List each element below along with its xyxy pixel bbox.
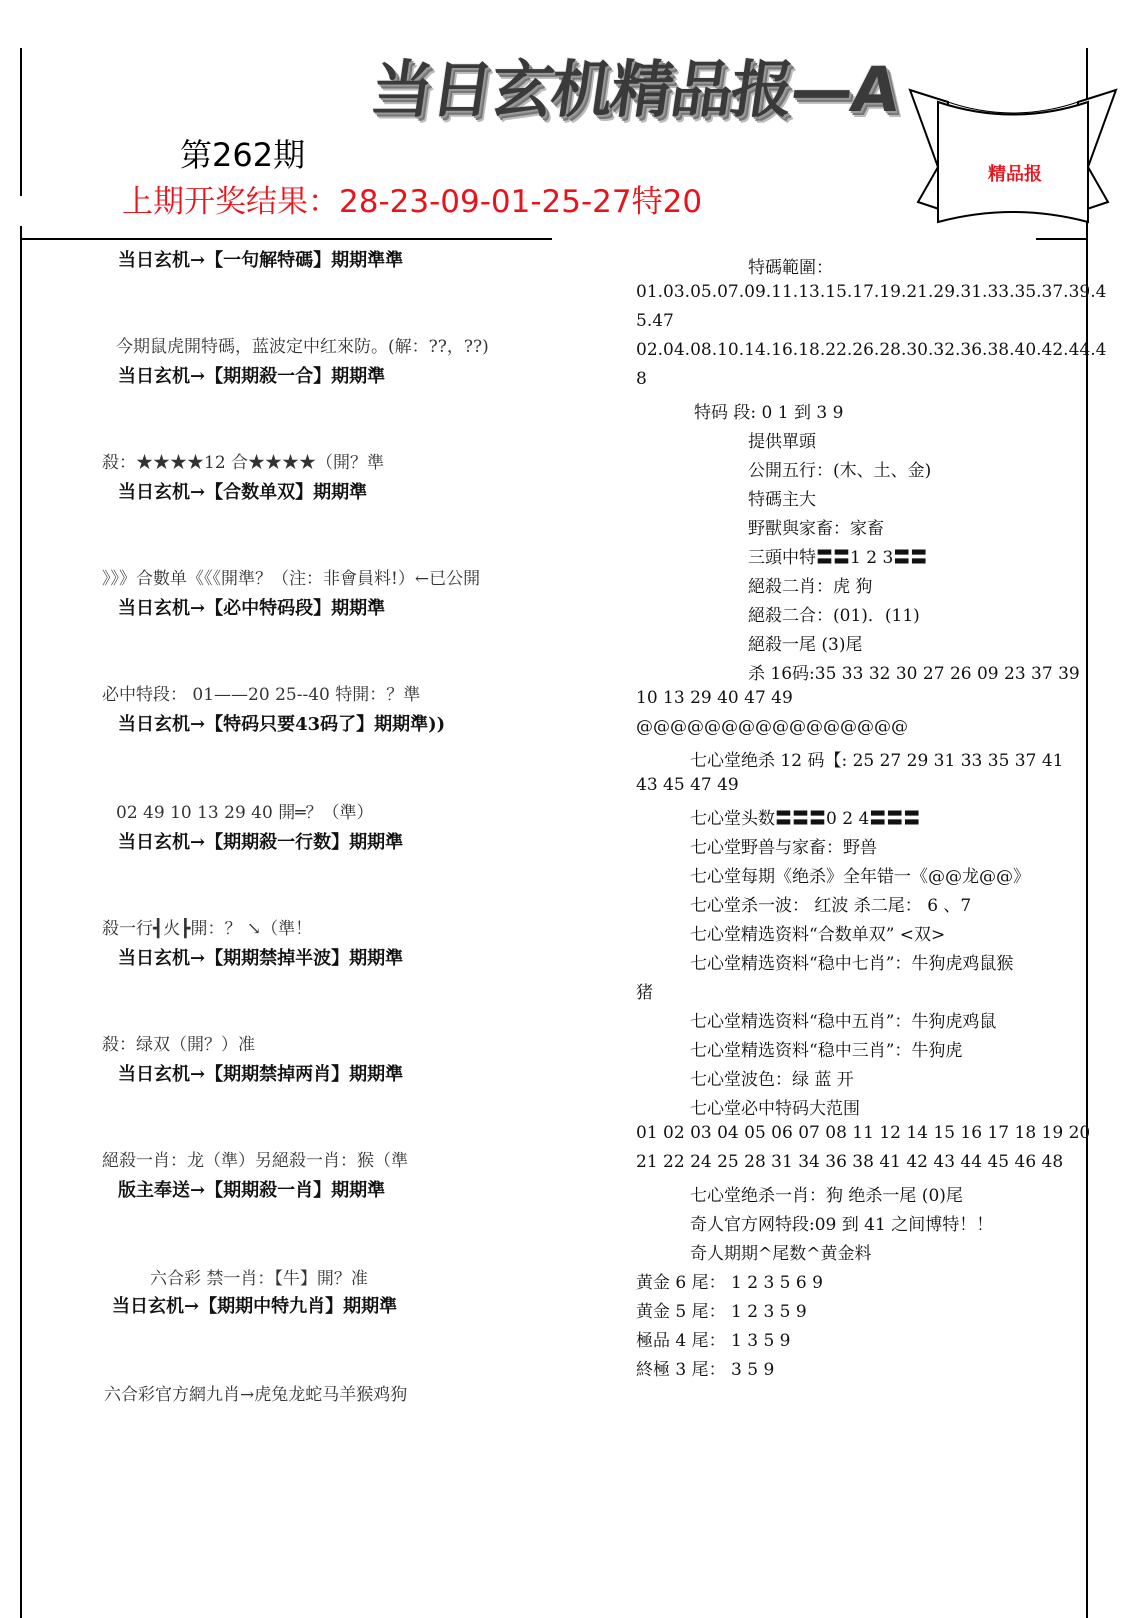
header-divider-left [20, 238, 552, 240]
right-line-32: 七心堂绝杀一肖：狗 绝杀一尾 (0)尾 [690, 1186, 963, 1206]
right-line-12: 絕殺二合：(01)．(11) [748, 606, 920, 626]
right-line-4: 8 [636, 369, 647, 389]
right-line-9: 野獸與家畜：家畜 [748, 519, 884, 539]
left-heading-1: 当日玄机→【期期殺一合】期期準 [118, 366, 386, 387]
frame-left-top [20, 48, 22, 196]
right-line-16: @@@@@@@@@@@@@@@@ [636, 717, 908, 737]
right-line-14: 杀 16码:35 33 32 30 27 26 09 23 37 39 [748, 664, 1080, 684]
right-line-31: 21 22 24 25 28 31 34 36 38 41 42 43 44 45 46 48 [636, 1152, 1064, 1172]
left-heading-9: 当日玄机→【期期中特九肖】期期準 [112, 1296, 398, 1317]
right-line-26: 七心堂精选资料“稳中五肖”：牛狗虎鸡鼠 [690, 1012, 997, 1032]
right-line-6: 提供單頭 [748, 432, 816, 452]
right-line-33: 奇人官方网特段:09 到 41 之间博特！！ [690, 1215, 994, 1235]
left-heading-8: 版主奉送→【期期殺一肖】期期準 [118, 1180, 386, 1201]
right-line-38: 終極 3 尾： 3 5 9 [636, 1360, 775, 1380]
left-detail-9: 六合彩官方網九肖→虎兔龙蛇马羊猴鸡狗 [104, 1385, 408, 1405]
right-line-11: 絕殺二肖：虎 狗 [748, 577, 873, 597]
right-line-19: 七心堂头数〓〓〓0 2 4〓〓〓 [690, 809, 921, 829]
left-heading-0: 当日玄机→【一句解特碼】期期準準 [118, 250, 404, 271]
right-line-8: 特碼主大 [748, 490, 816, 510]
right-line-34: 奇人期期^尾数^黄金料 [690, 1244, 872, 1264]
right-line-0: 特碼範圍： [748, 258, 833, 278]
right-line-1: 01.03.05.07.09.11.13.15.17.19.21.29.31.33.35.37.39.4 [636, 282, 1107, 302]
issue-number: 第262期 [180, 136, 306, 174]
right-line-7: 公開五行：(木、土、金) [748, 461, 932, 481]
right-line-20: 七心堂野兽与家畜：野兽 [690, 838, 877, 858]
right-line-5: 特码 段: 0 1 到 3 9 [694, 403, 844, 423]
last-result: 上期开奖结果：28-23-09-01-25-27特20 [122, 184, 703, 220]
right-line-27: 七心堂精选资料“稳中三肖”：牛狗虎 [690, 1041, 963, 1061]
right-line-18: 43 45 47 49 [636, 775, 739, 795]
right-line-30: 01 02 03 04 05 06 07 08 11 12 14 15 16 17 18 19 20 [636, 1123, 1091, 1143]
left-detail-5: 殺一行┫火┣開：？ ↘（準！ [102, 919, 313, 939]
right-line-28: 七心堂波色：绿 蓝 开 [690, 1070, 854, 1090]
right-line-37: 極品 4 尾： 1 3 5 9 [636, 1331, 791, 1351]
right-line-2: 5.47 [636, 311, 674, 331]
banner-title: 当日玄机精品报—A [366, 53, 903, 126]
left-heading-4: 当日玄机→【特码只要43码了】期期準)) [118, 714, 446, 735]
right-line-24: 七心堂精选资料“稳中七肖”：牛狗虎鸡鼠猴 [690, 954, 1014, 974]
right-line-25: 猪 [636, 983, 653, 1003]
left-heading-6: 当日玄机→【期期禁掉半波】期期準 [118, 948, 404, 969]
left-detail-8: 六合彩 禁一肖：【牛】開？准 [150, 1269, 368, 1289]
frame-left [20, 226, 22, 1618]
left-detail-7: 絕殺一肖：龙（準）另絕殺一肖：猴（準 [102, 1151, 408, 1171]
left-heading-2: 当日玄机→【合数单双】期期準 [118, 482, 368, 503]
right-line-21: 七心堂每期《绝杀》全年错一《@@龙@@》 [690, 867, 1030, 887]
ribbon-logo [908, 72, 1118, 242]
left-detail-3: 必中特段： 01——20 25--40 特開：？準 [102, 685, 421, 705]
right-line-10: 三頭中特〓〓1 2 3〓〓 [748, 548, 928, 568]
left-detail-2: 》》》合數单《《《開準？（注：非會員料!）←已公開 [102, 569, 481, 589]
left-heading-7: 当日玄机→【期期禁掉两肖】期期準 [118, 1064, 404, 1085]
left-detail-1: 殺：★★★★12 合★★★★（開？準 [102, 453, 385, 473]
right-line-13: 絕殺一尾 (3)尾 [748, 635, 863, 655]
left-heading-3: 当日玄机→【必中特码段】期期準 [118, 598, 386, 619]
right-line-35: 黄金 6 尾： 1 2 3 5 6 9 [636, 1273, 823, 1293]
left-detail-4: 02 49 10 13 29 40 開═？（準） [116, 803, 374, 823]
left-heading-5: 当日玄机→【期期殺一行数】期期準 [118, 832, 404, 853]
right-line-3: 02.04.08.10.14.16.18.22.26.28.30.32.36.38.40.42.44.4 [636, 340, 1107, 360]
right-line-17: 七心堂绝杀 12 码【: 25 27 29 31 33 35 37 41 [690, 751, 1064, 771]
right-line-36: 黄金 5 尾： 1 2 3 5 9 [636, 1302, 807, 1322]
right-line-29: 七心堂必中特码大范围 [690, 1099, 860, 1119]
left-detail-0: 今期鼠虎開特碼，蓝波定中红來防。(解：??，??) [116, 337, 489, 357]
right-line-15: 10 13 29 40 47 49 [636, 688, 793, 708]
left-detail-6: 殺：绿双（開？）准 [102, 1035, 255, 1055]
right-line-22: 七心堂杀一波： 红波 杀二尾： 6 、7 [690, 896, 972, 916]
ribbon-label: 精品报 [988, 164, 1042, 185]
right-line-23: 七心堂精选资料“合数单双” <双> [690, 925, 946, 945]
